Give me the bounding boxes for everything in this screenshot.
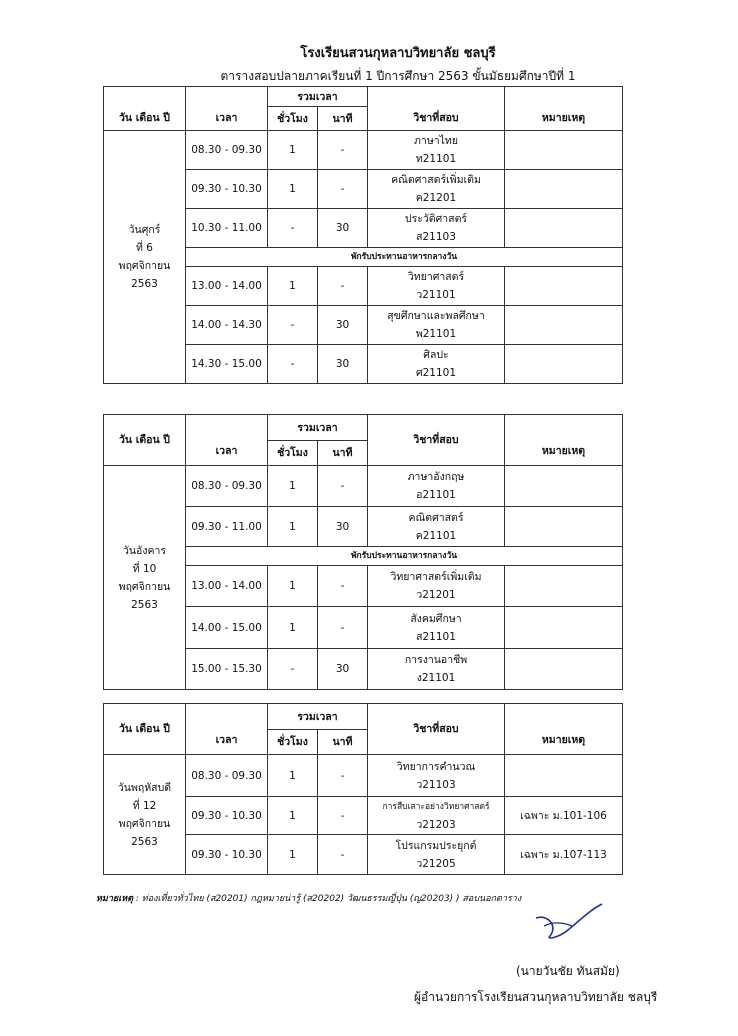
note-cell — [505, 345, 623, 384]
time-cell: 08.30 - 09.30 — [186, 466, 268, 507]
time-cell: 09.30 - 10.30 — [186, 835, 268, 875]
time-cell: 08.30 - 09.30 — [186, 755, 268, 797]
minutes-cell: - — [318, 835, 368, 875]
header-note: หมายเหตุ — [505, 87, 623, 131]
date-month: พฤศจิกายน — [118, 817, 171, 830]
header-hours: ชั่วโมง — [268, 107, 318, 131]
subject-code: พ21101 — [415, 328, 457, 340]
date-day: วันศุกร์ — [128, 224, 161, 236]
header-minutes: นาที — [318, 730, 368, 755]
subject-cell — [368, 170, 505, 209]
exam-subtitle: ตารางสอบปลายภาคเรียนที่ 1 ปีการศึกษา 2563 ขั้นมัธยมศึกษาปีที่ 1 — [220, 69, 576, 83]
subject-code: ว21205 — [416, 857, 456, 870]
header-note: หมายเหตุ — [505, 415, 623, 466]
subject-name: วิทยาการคำนวณ — [396, 760, 476, 773]
subject-code: อ21101 — [416, 489, 456, 501]
time-cell: 15.00 - 15.30 — [186, 649, 268, 690]
date-cell — [104, 466, 186, 690]
note-cell — [505, 607, 623, 649]
lunch-break: พักรับประทานอาหารกลางวัน — [186, 547, 623, 566]
time-cell: 14.00 - 14.30 — [186, 306, 268, 345]
table-row — [104, 466, 623, 507]
exam-table-day-1 — [103, 86, 623, 384]
header-subject: วิชาที่สอบ — [368, 415, 505, 466]
note-cell — [505, 267, 623, 306]
signer-position: ผู้อำนวยการโรงเรียนสวนกุหลาบวิทยาลัย ชลบุรี — [414, 990, 658, 1004]
date-num: ที่ 6 — [136, 242, 153, 254]
subject-name: ภาษาไทย — [414, 135, 458, 147]
subject-name: การงานอาชีพ — [404, 654, 468, 666]
minutes-cell: 30 — [318, 345, 368, 384]
header-minutes: นาที — [318, 441, 368, 466]
date-num: ที่ 10 — [132, 562, 157, 575]
subject-code: ว21201 — [416, 589, 456, 601]
subject-cell — [368, 607, 505, 649]
note-cell — [505, 755, 623, 797]
subject-name: ภาษาอังกฤษ — [407, 471, 465, 483]
header-hours: ชั่วโมง — [268, 730, 318, 755]
time-cell: 14.00 - 15.00 — [186, 607, 268, 649]
subject-cell — [368, 755, 505, 797]
date-month: พฤศจิกายน — [118, 580, 171, 593]
minutes-cell: - — [318, 170, 368, 209]
header-subject: วิชาที่สอบ — [368, 87, 505, 131]
minutes-cell: 30 — [318, 649, 368, 690]
subject-cell — [368, 267, 505, 306]
note-cell: เฉพาะ ม.107-113 — [505, 835, 623, 875]
subject-code: ค21101 — [415, 529, 457, 542]
time-cell: 09.30 - 10.30 — [186, 797, 268, 835]
school-title: โรงเรียนสวนกุหลาบวิทยาลัย ชลบุรี — [300, 46, 496, 61]
minutes-cell: - — [318, 466, 368, 507]
subject-name: ศิลปะ — [423, 349, 449, 361]
header-time: เวลา — [186, 704, 268, 755]
footnote — [96, 891, 521, 905]
note-cell — [505, 170, 623, 209]
subject-code: ว21103 — [416, 778, 456, 791]
handwritten-signature — [528, 896, 608, 944]
hours-cell: 1 — [268, 566, 318, 607]
subject-name: โปรแกรมประยุกต์ — [395, 839, 477, 852]
minutes-cell: 30 — [318, 209, 368, 248]
note-cell — [505, 131, 623, 170]
subject-cell — [368, 345, 505, 384]
hours-cell: 1 — [268, 797, 318, 835]
date-day: วันอังคาร — [122, 544, 167, 557]
subject-cell — [368, 466, 505, 507]
subject-name: สุขศึกษาและพลศึกษา — [387, 310, 485, 322]
subject-code: ศ21101 — [415, 367, 457, 379]
hours-cell: 1 — [268, 131, 318, 170]
footnote-text: : ท่องเที่ยวทั่วไทย (ส20201) กฎหมายน่ารู้ (ส20202) วัฒนธรรมญี่ปุ่น (ญ20203) ) สอบนอกตาราง — [133, 894, 522, 904]
hours-cell: 1 — [268, 755, 318, 797]
table-row — [104, 755, 623, 797]
hours-cell: 1 — [268, 170, 318, 209]
hours-cell: - — [268, 209, 318, 248]
hours-cell: 1 — [268, 466, 318, 507]
hours-cell: 1 — [268, 835, 318, 875]
header-subject: วิชาที่สอบ — [368, 704, 505, 755]
minutes-cell: - — [318, 607, 368, 649]
time-cell: 13.00 - 14.00 — [186, 267, 268, 306]
time-cell: 09.30 - 11.00 — [186, 507, 268, 547]
note-cell — [505, 209, 623, 248]
subject-name: สังคมศึกษา — [410, 612, 462, 625]
date-cell — [104, 131, 186, 384]
minutes-cell: - — [318, 267, 368, 306]
time-cell: 14.30 - 15.00 — [186, 345, 268, 384]
minutes-cell: - — [318, 131, 368, 170]
header-total: รวมเวลา — [268, 415, 368, 441]
hours-cell: 1 — [268, 607, 318, 649]
subject-code: ว21101 — [416, 289, 456, 301]
header-note: หมายเหตุ — [505, 704, 623, 755]
header-hours: ชั่วโมง — [268, 441, 318, 466]
subject-code: ง21101 — [416, 672, 456, 684]
subject-code: ส21101 — [416, 630, 456, 643]
header-minutes: นาที — [318, 107, 368, 131]
date-year: 2563 — [131, 835, 158, 848]
note-cell — [505, 507, 623, 547]
date-year: 2563 — [131, 278, 158, 290]
time-cell: 08.30 - 09.30 — [186, 131, 268, 170]
minutes-cell: - — [318, 755, 368, 797]
header-total: รวมเวลา — [268, 704, 368, 730]
subject-name: คณิตศาสตร์เพิ่มเติม — [391, 174, 481, 186]
footnote-label: หมายเหตุ — [96, 894, 134, 904]
minutes-cell: 30 — [318, 306, 368, 345]
time-cell: 09.30 - 10.30 — [186, 170, 268, 209]
subject-name: คณิตศาสตร์ — [408, 511, 464, 524]
subject-cell — [368, 306, 505, 345]
subject-code: ว21203 — [416, 818, 456, 831]
note-cell — [505, 466, 623, 507]
date-cell — [104, 755, 186, 875]
date-year: 2563 — [131, 598, 158, 611]
hours-cell: - — [268, 649, 318, 690]
note-cell: เฉพาะ ม.101-106 — [505, 797, 623, 835]
subject-code: ส21103 — [416, 231, 456, 243]
minutes-cell: - — [318, 566, 368, 607]
header-date: วัน เดือน ปี — [104, 87, 186, 131]
signer-name: (นายวันชัย ทันสมัย) — [516, 964, 620, 978]
subject-code: ท21101 — [415, 153, 457, 165]
minutes-cell: 30 — [318, 507, 368, 547]
header-date: วัน เดือน ปี — [104, 415, 186, 466]
hours-cell: - — [268, 306, 318, 345]
header-time: เวลา — [186, 415, 268, 466]
subject-name: วิทยาศาสตร์เพิ่มเติม — [390, 571, 482, 583]
subject-name: การสืบเสาะอย่างวิทยาศาสตร์ — [382, 801, 490, 812]
note-cell — [505, 306, 623, 345]
date-day: วันพฤหัสบดี — [117, 781, 172, 794]
subject-cell — [368, 649, 505, 690]
subject-cell — [368, 209, 505, 248]
subject-cell — [368, 131, 505, 170]
lunch-break: พักรับประทานอาหารกลางวัน — [186, 248, 623, 267]
time-cell: 10.30 - 11.00 — [186, 209, 268, 248]
subject-cell — [368, 797, 505, 835]
hours-cell: 1 — [268, 267, 318, 306]
date-num: ที่ 12 — [132, 799, 157, 812]
exam-table-day-2 — [103, 414, 623, 690]
note-cell — [505, 566, 623, 607]
date-month: พฤศจิกายน — [118, 260, 171, 272]
hours-cell: - — [268, 345, 318, 384]
hours-cell: 1 — [268, 507, 318, 547]
note-cell — [505, 649, 623, 690]
time-cell: 13.00 - 14.00 — [186, 566, 268, 607]
subject-cell — [368, 566, 505, 607]
subject-name: วิทยาศาสตร์ — [407, 271, 465, 283]
subject-name: ประวัติศาสตร์ — [404, 213, 468, 225]
minutes-cell: - — [318, 797, 368, 835]
subject-code: ค21201 — [415, 192, 457, 204]
header-date: วัน เดือน ปี — [104, 704, 186, 755]
subject-cell — [368, 835, 505, 875]
exam-table-day-3 — [103, 703, 623, 875]
header-time: เวลา — [186, 87, 268, 131]
header-total: รวมเวลา — [268, 87, 368, 107]
table-row — [104, 131, 623, 170]
subject-cell — [368, 507, 505, 547]
